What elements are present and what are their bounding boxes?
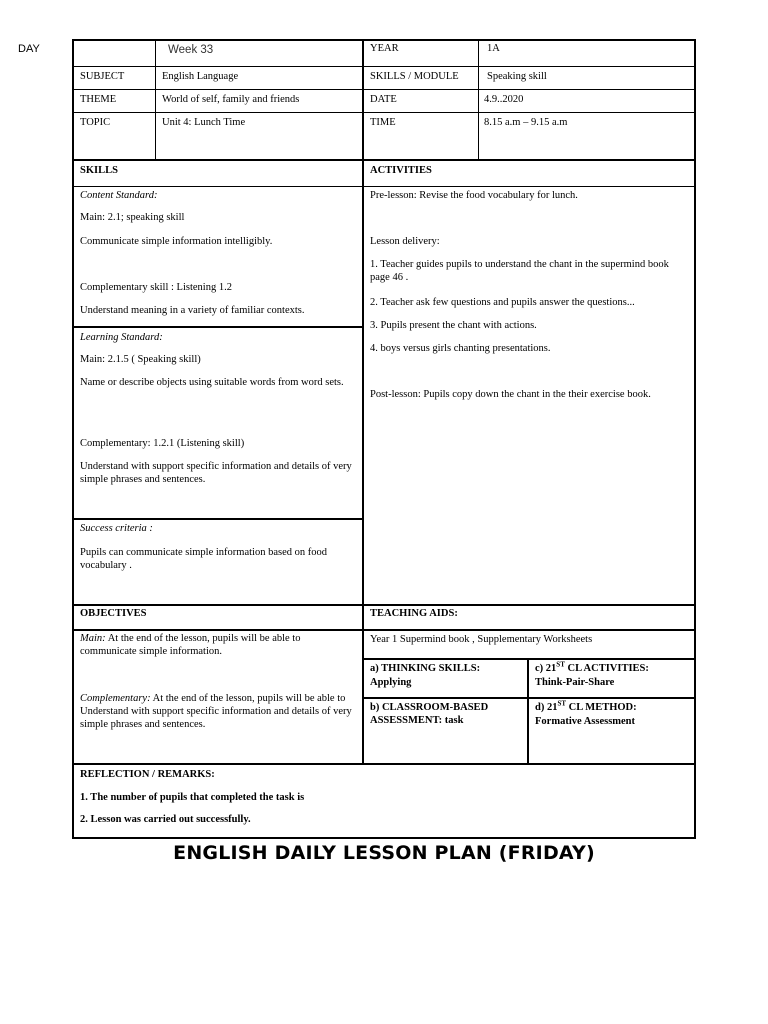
objective-comp-label: Complementary: — [80, 693, 151, 704]
header-row-line-1 — [73, 66, 695, 67]
header-row-line-2 — [73, 89, 695, 90]
header-col-line-3 — [478, 40, 479, 160]
date-value: 4.9..2020 — [484, 94, 524, 105]
cs-comp: Complementary skill : Listening 1.2 — [80, 282, 232, 293]
ls-main-desc: Name or describe objects using suitable words from word sets. — [80, 377, 344, 388]
thinking-skills-value: Applying — [370, 677, 412, 688]
learning-standard-bottom — [73, 518, 363, 520]
ls-comp-desc: Understand with support specific information and details of very simple phrases and sentences. — [80, 461, 352, 485]
objective-comp-text: At the end of the lesson, pupils will be able to Understand with support specific information and details of very simple phrases and sentences. — [80, 693, 352, 730]
objective-complementary — [80, 692, 356, 731]
cl-activities-value: Think-Pair-Share — [535, 677, 615, 688]
date-label: DATE — [370, 94, 397, 105]
skills-module-value: Speaking skill — [487, 71, 547, 82]
objective-main-label: Main: — [80, 633, 106, 644]
header-col-line-1 — [155, 40, 156, 160]
time-value: 8.15 a.m – 9.15 a.m — [484, 117, 568, 128]
time-label: TIME — [370, 117, 396, 128]
cl-method-value: Formative Assessment — [535, 716, 636, 727]
cl-activities-prefix: c) 21 — [535, 663, 557, 674]
reflection-top-line — [73, 763, 695, 765]
ls-main: Main: 2.1.5 ( Speaking skill) — [80, 354, 201, 365]
skills-heading-line — [73, 186, 695, 187]
classroom-assessment-label: b) CLASSROOM-BASED ASSESSMENT: task — [370, 702, 489, 726]
header-bottom-line — [73, 159, 695, 161]
day-label: DAY — [18, 43, 40, 55]
topic-value: Unit 4: Lunch Time — [162, 117, 246, 128]
post-lesson: Post-lesson: Pupils copy down the chant in the their exercise book. — [370, 389, 651, 400]
cs-comp-desc: Understand meaning in a variety of familiar contexts. — [80, 305, 305, 316]
cl-activities-sup: ST — [556, 660, 565, 669]
activity-step-4: 4. boys versus girls chanting presentations. — [370, 343, 551, 354]
skills-grid-middle-line — [363, 697, 695, 699]
objectives-heading: OBJECTIVES — [80, 608, 147, 619]
success-criteria-label: Success criteria : — [80, 523, 153, 534]
objectives-top-line — [73, 604, 695, 606]
reflection-line-2: 2. Lesson was carried out successfully. — [80, 814, 251, 825]
activity-step-2: 2. Teacher ask few questions and pupils answer the questions... — [370, 297, 635, 308]
year-label: YEAR — [370, 43, 399, 54]
success-criteria-desc: Pupils can communicate simple information based on food vocabulary . — [80, 547, 327, 571]
cs-main-desc: Communicate simple information intelligibly. — [80, 236, 273, 247]
cs-main: Main: 2.1; speaking skill — [80, 212, 185, 223]
objective-main-text: At the end of the lesson, pupils will be able to communicate simple information. — [80, 633, 301, 657]
subject-label: SUBJECT — [80, 71, 125, 82]
theme-value: World of self, family and friends — [162, 94, 300, 105]
objectives-heading-line — [73, 629, 695, 631]
cl-method-sup: ST — [557, 699, 567, 708]
teaching-aids-value: Year 1 Supermind book , Supplementary Worksheets — [370, 634, 593, 645]
teaching-aids-value-line — [363, 658, 695, 660]
activity-step-3: 3. Pupils present the chant with actions. — [370, 320, 537, 331]
teaching-aids-heading: TEACHING AIDS: — [370, 608, 458, 619]
header-col-line-2 — [362, 40, 364, 605]
ls-comp: Complementary: 1.2.1 (Listening skill) — [80, 438, 245, 449]
topic-label: TOPIC — [80, 117, 111, 128]
thinking-skills-label: a) THINKING SKILLS: — [370, 663, 481, 674]
learning-standard-label: Learning Standard: — [80, 332, 163, 343]
skills-grid-divider — [527, 658, 529, 764]
skills-heading: SKILLS — [80, 165, 118, 176]
cl-method-suffix: CL METHOD: — [566, 702, 637, 713]
cl-method-prefix: d) 21 — [535, 702, 558, 713]
content-standard-label: Content Standard: — [80, 190, 158, 201]
lesson-delivery-label: Lesson delivery: — [370, 236, 440, 247]
subject-value: English Language — [162, 71, 239, 82]
cl-method-label — [535, 701, 637, 714]
pre-lesson: Pre-lesson: Revise the food vocabulary for lunch. — [370, 190, 578, 201]
cl-activities-suffix: CL ACTIVITIES: — [564, 663, 649, 674]
week-value: Week 33 — [168, 44, 214, 56]
reflection-heading: REFLECTION / REMARKS: — [80, 769, 215, 780]
objective-main — [80, 632, 356, 658]
activities-heading: ACTIVITIES — [370, 165, 432, 176]
reflection-line-1: 1. The number of pupils that completed the task is — [80, 792, 305, 803]
year-value: 1A — [487, 43, 500, 54]
header-row-line-3 — [73, 112, 695, 113]
theme-label: THEME — [80, 94, 117, 105]
objectives-divider — [362, 604, 364, 764]
content-standard-bottom — [73, 326, 363, 328]
page-title: ENGLISH DAILY LESSON PLAN (FRIDAY) — [173, 842, 595, 864]
activity-step-1: 1. Teacher guides pupils to understand the chant in the supermind book page 46 . — [370, 259, 669, 283]
skills-module-label: SKILLS / MODULE — [370, 71, 459, 82]
cl-activities-label — [535, 662, 649, 675]
